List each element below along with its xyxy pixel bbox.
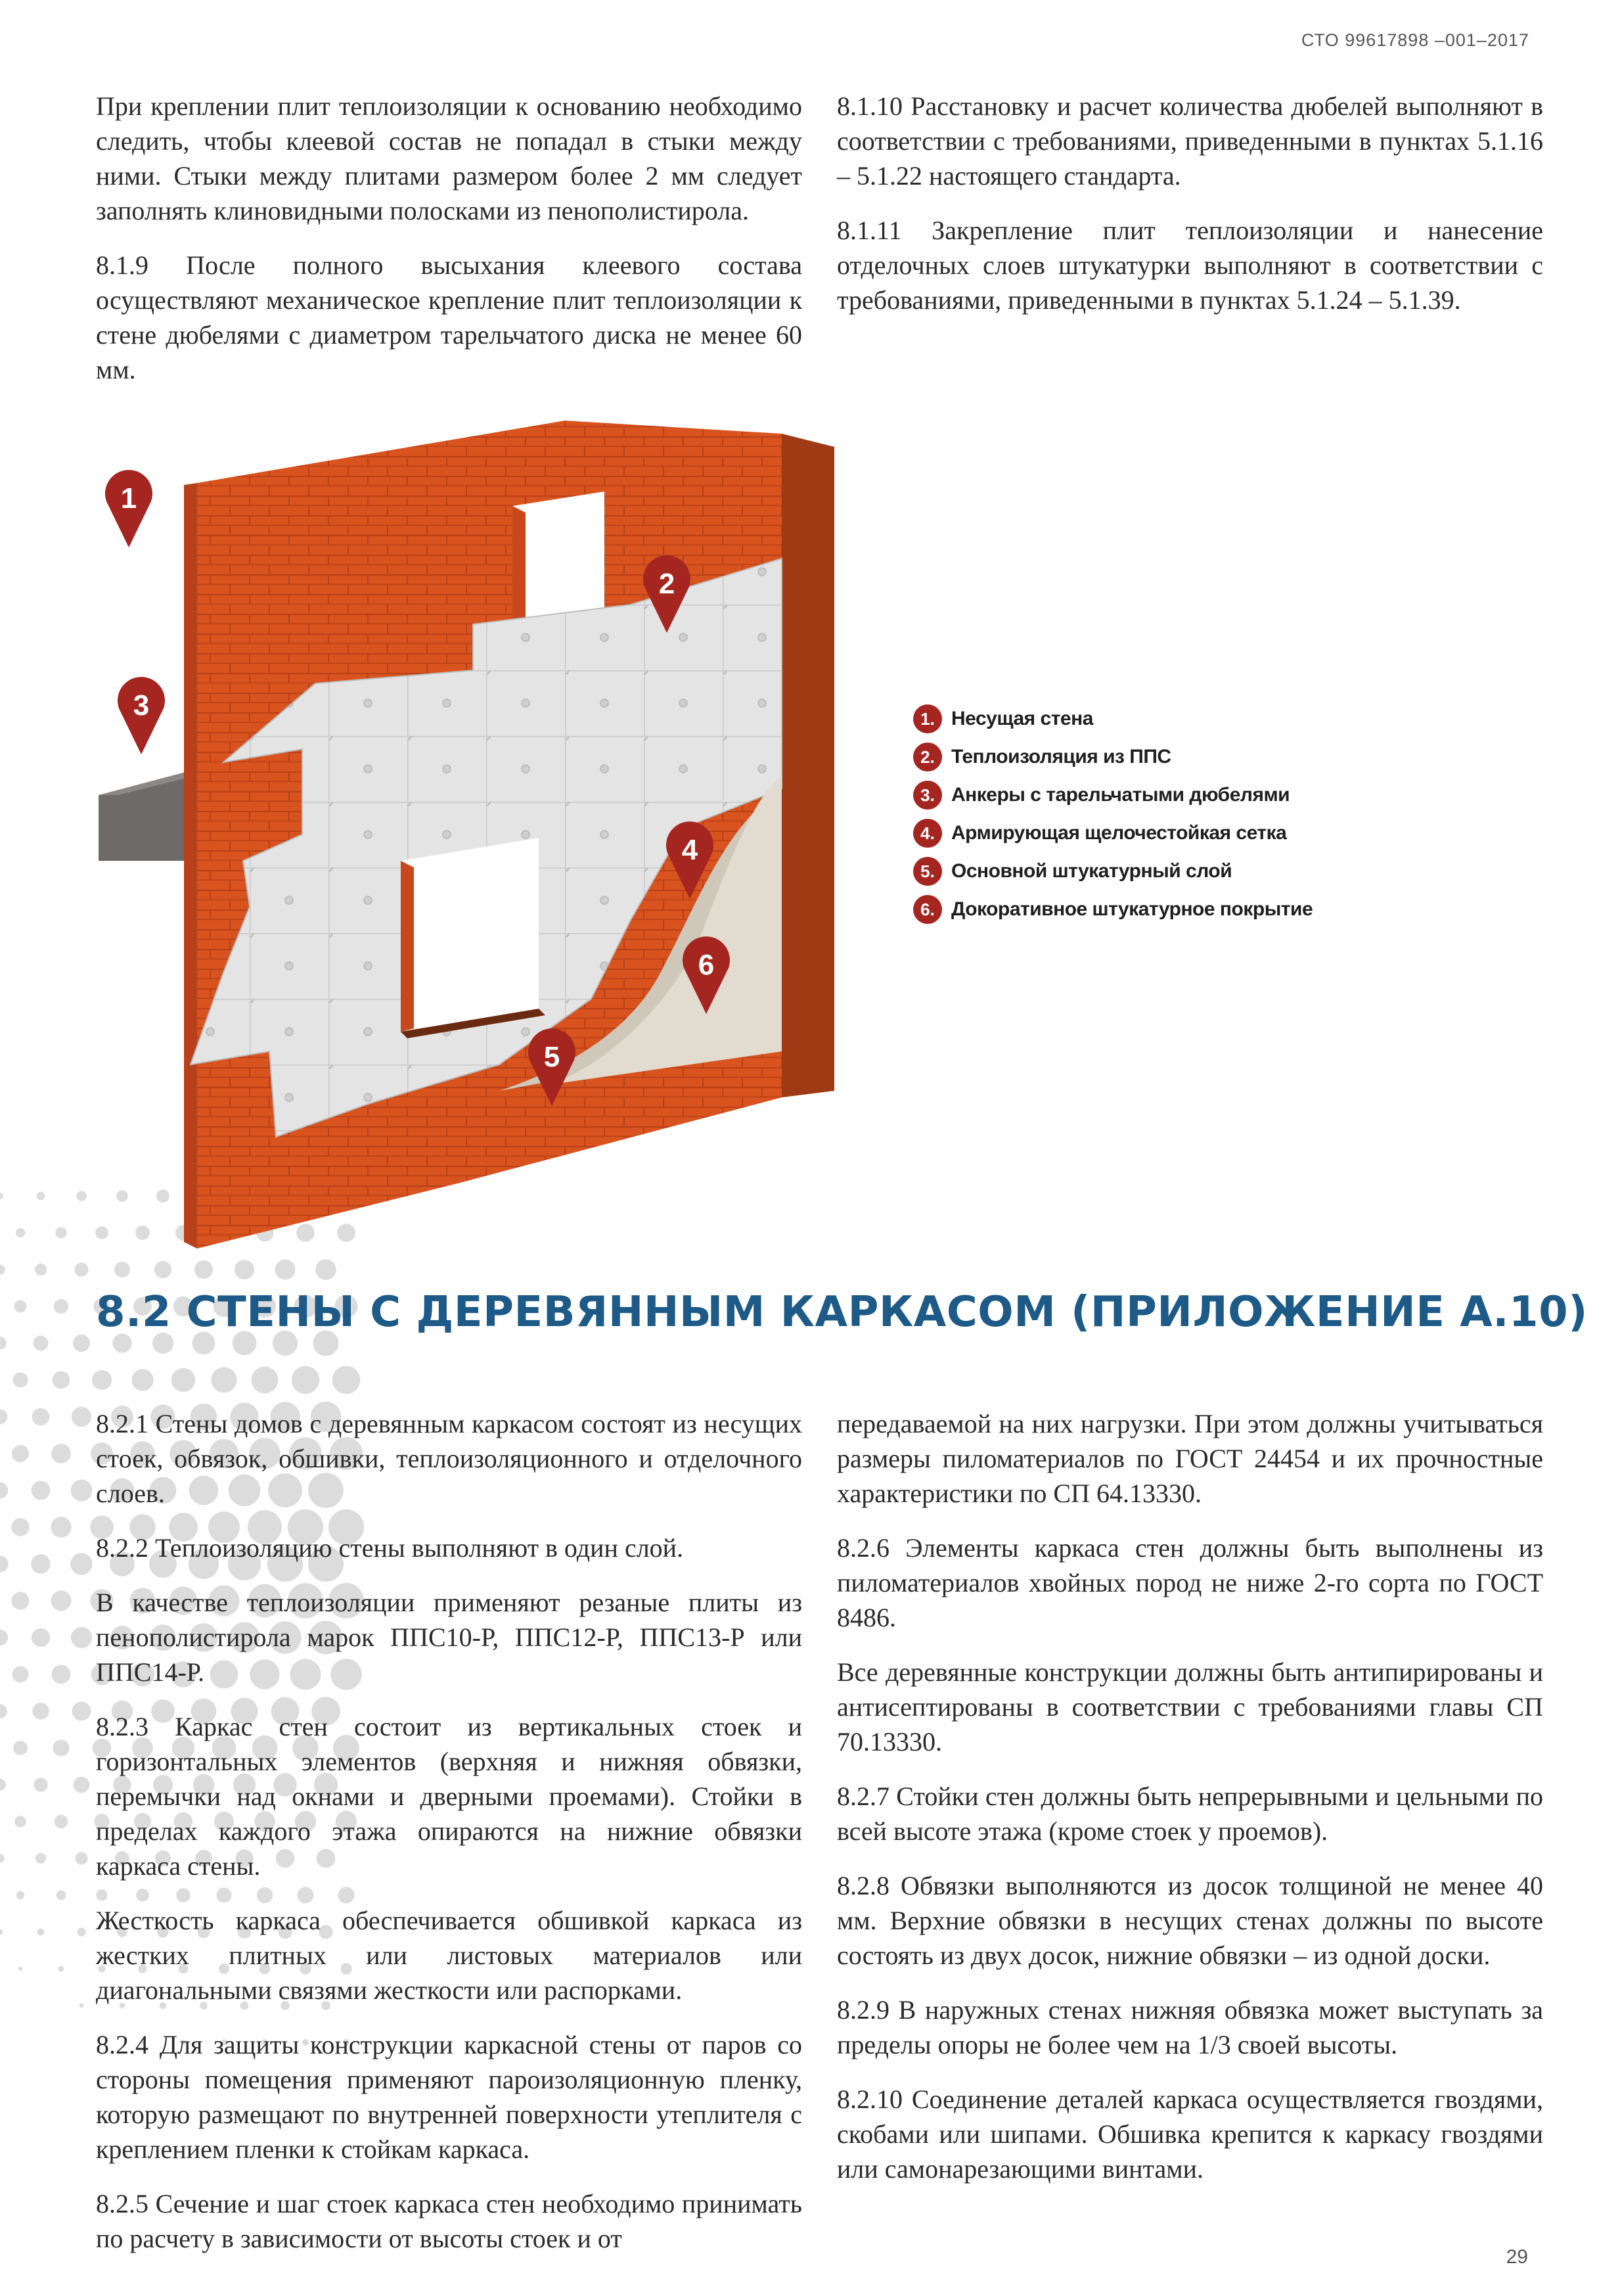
decorative-dot: [56, 1228, 67, 1239]
decorative-dot: [31, 1554, 50, 1573]
decorative-dot: [0, 1929, 3, 1935]
paragraph-8-2-5: 8.2.5 Сечение и шаг стоек каркаса стен необходимо принимать по расчету в зависимости от высоты стоек и от: [96, 2189, 802, 2253]
decorative-dot: [0, 1264, 5, 1274]
decorative-dot: [51, 1590, 71, 1611]
decorative-dot: [54, 1299, 68, 1314]
decorative-dot: [114, 1262, 130, 1277]
paragraph-8-2-4: 8.2.4 Для защиты конструкции каркасной стены от паров со стороны помещения применяют пароизоляционную пленку, которую размещают по внутренней поверхности утеплителя с креплением пленки к стойкам каркаса.: [96, 2030, 802, 2164]
decorative-dot: [12, 1372, 28, 1387]
legend-item: [913, 776, 1313, 814]
decorative-dot: [0, 1337, 7, 1349]
decorative-dot: [92, 1370, 112, 1390]
decorative-dot: [16, 1228, 25, 1237]
decorative-dot: [37, 1929, 45, 1936]
decorative-dot: [292, 1366, 319, 1394]
decorative-dot: [12, 1445, 29, 1462]
decorative-dot: [73, 1335, 90, 1352]
legend-item: [913, 814, 1313, 852]
legend-label: Теплоизоляция из ППС: [951, 746, 1171, 768]
svg-text:2: 2: [658, 568, 675, 600]
section-left-column: [96, 1406, 802, 2276]
decorative-dot: [75, 1852, 87, 1864]
marker-1: [105, 470, 176, 547]
decorative-dot: [212, 1367, 237, 1393]
decorative-dot: [32, 1408, 50, 1426]
decorative-dot: [0, 1779, 6, 1791]
decorative-dot: [71, 1480, 93, 1502]
page-number: 29: [1506, 2246, 1528, 2268]
decorative-dot: [37, 1192, 45, 1201]
legend-number: 2.: [913, 743, 942, 771]
paragraph-8-2-9: 8.2.9 В наружных стенах нижняя обвязка может выступать за пределы опоры не более чем на 1/3 своей высоты.: [837, 1995, 1543, 2059]
decorative-dot: [11, 1518, 29, 1536]
legend-number: 4.: [913, 819, 942, 848]
legend-number: 1.: [913, 704, 942, 733]
decorative-dot: [0, 1704, 7, 1718]
decorative-dot: [53, 1739, 69, 1756]
decorative-dot: [32, 1481, 51, 1500]
decorative-dot: [131, 1369, 153, 1390]
paragraph-8-2-10: 8.2.10 Соединение деталей каркаса осуществляется гвоздями, скобами или шипами. Обшивка крепится к каркасу гвоздями или самонарезающими винтами.: [837, 2084, 1543, 2184]
legend-item: [913, 852, 1313, 890]
decorative-dot: [74, 1262, 88, 1276]
decorative-dot: [154, 1261, 171, 1278]
wall-return: [782, 434, 834, 1097]
svg-text:3: 3: [133, 689, 150, 722]
legend-label: Армирующая щелочестойкая сетка: [951, 822, 1287, 844]
decorative-dot: [0, 1854, 5, 1862]
paragraph: Все деревянные конструкции должны быть антипирированы и антисептированы в соответствии с требованиями главы СП 70.13330.: [837, 1657, 1543, 1756]
decorative-dot: [0, 1482, 8, 1499]
decorative-dot: [11, 1592, 29, 1609]
paragraph-8-1-9: 8.1.9 После полного высыхания клеевого состава осуществляют механическое крепление плит теплоизоляции к стене дюбелями с диаметром тарельчатого диска не менее 60 мм.: [96, 250, 802, 384]
decorative-dot: [32, 1628, 50, 1647]
decorative-dot: [51, 1517, 71, 1537]
legend-number: 6.: [913, 895, 942, 924]
legend-label: Докоративное штукатурное покрытие: [951, 898, 1313, 920]
top-right-column: [837, 89, 1543, 337]
decorative-dot: [194, 1260, 213, 1279]
svg-text:1: 1: [120, 482, 137, 515]
paragraph-continued: передаваемой на них нагрузки. При этом должны учитываться размеры пиломатериалов по ГОСТ 24454 и их прочностные характеристики по СП 64.13330.: [837, 1409, 1543, 1508]
decorative-dot: [51, 1444, 71, 1463]
paragraph-8-1-11: 8.1.11 Закрепление плит теплоизоляции и нанесение отделочных слоев штукатурки выполняют в соответствии с требованиями, приведенными в пунктах 5.1.24 – 5.1.39.: [837, 216, 1543, 315]
legend-number: 5.: [913, 857, 942, 886]
legend-label: Основной штукатурный слой: [951, 860, 1232, 882]
decorative-dot: [0, 1555, 9, 1572]
decorative-dot: [252, 1367, 279, 1394]
paragraph: В качестве теплоизоляции применяют резаные плиты из пенополистирола марок ППС10-Р, ППС12-Р, ППС13-Р или ППС14-Р.: [96, 1588, 802, 1687]
decorative-dot: [79, 2004, 84, 2008]
wall-insulation-illustration: [92, 407, 893, 1262]
decorative-dot: [14, 1300, 26, 1312]
document-code: СТО 99617898 –001–2017: [1301, 30, 1529, 50]
decorative-dot: [0, 1630, 8, 1645]
decorative-dot: [35, 1853, 46, 1864]
paragraph-8-2-1: 8.2.1 Стены домов с деревянным каркасом состоят из несущих стоек, обвязок, обшивки, теплоизоляционного и отделочного слоев.: [96, 1409, 802, 1508]
decorative-dot: [16, 1891, 24, 1899]
paragraph-8-2-3: 8.2.3 Каркас стен состоит из вертикальных стоек и горизонтальных элементов (верхняя и нижняя обвязки, перемычки над окнами и дверными проемами). Стойки в пределах каждого этажа опираются на нижние обвязки каркаса стены.: [96, 1712, 802, 1881]
legend-label: Анкеры с тарельчатыми дюбелями: [951, 784, 1290, 806]
decorative-dot: [34, 1778, 47, 1791]
decorative-dot: [76, 1191, 86, 1201]
paragraph: Жесткость каркаса обеспечивается обшивкой каркаса из жестких плитных или листовых материалов или диагональными связями жесткости или распорками.: [96, 1906, 802, 2005]
legend-number: 3.: [913, 781, 942, 810]
decorative-dot: [35, 1264, 47, 1275]
decorative-dot: [58, 1966, 64, 1972]
decorative-dot: [70, 1553, 93, 1575]
decorative-dot: [32, 1703, 49, 1719]
decorative-dot: [71, 1627, 92, 1648]
section-heading: 8.2 СТЕНЫ С ДЕРЕВЯННЫМ КАРКАСОМ (ПРИЛОЖЕНИЕ А.10): [96, 1288, 1588, 1337]
decorative-dot: [332, 1366, 361, 1394]
decorative-dot: [13, 1741, 28, 1755]
decorative-dot: [77, 1927, 85, 1936]
decorative-dot: [0, 1410, 7, 1425]
top-left-column: [96, 89, 802, 407]
decorative-dot: [72, 1702, 91, 1721]
paragraph: При креплении плит теплоизоляции к основанию необходимо следить, чтобы клеевой состав не попадал в стыки между ними. Стыки между плитами размером более 2 мм следует заполнять клиновидными полосками из пенополистирола.: [96, 91, 802, 225]
decorative-dot: [56, 1891, 66, 1900]
decorative-dot: [55, 1815, 68, 1828]
decorative-dot: [74, 1777, 90, 1793]
decorative-dot: [275, 1260, 296, 1280]
decorative-dot: [14, 1816, 26, 1827]
legend-item: [913, 700, 1313, 738]
svg-text:6: 6: [698, 949, 715, 981]
decorative-dot: [171, 1368, 195, 1392]
legend-item: [913, 738, 1313, 776]
decorative-dot: [0, 1193, 3, 1199]
paragraph-8-2-7: 8.2.7 Стойки стен должны быть непрерывными и цельными по всей высоте этажа (кроме стоек у проемов).: [837, 1781, 1543, 1846]
paragraph-8-2-8: 8.2.8 Обвязки выполняются из досок толщиной не менее 40 мм. Верхние обвязки в несущих стенах должны по высоте состоять из двух досок, нижние обвязки – из одной доски.: [837, 1871, 1543, 1970]
decorative-dot: [235, 1260, 254, 1279]
paragraph-8-2-2: 8.2.2 Теплоизоляцию стены выполняют в один слой.: [96, 1533, 684, 1563]
decorative-dot: [72, 1407, 91, 1427]
section-right-column: [837, 1406, 1543, 2206]
marker-3: [118, 677, 165, 754]
lower-window-opening: [401, 838, 539, 1032]
decorative-dot: [315, 1259, 336, 1279]
decorative-dot: [12, 1666, 28, 1682]
decorative-dot: [53, 1371, 70, 1389]
decorative-dot: [34, 1336, 49, 1351]
legend-label: Несущая стена: [951, 708, 1093, 729]
decorative-dot: [52, 1665, 71, 1684]
paragraph-8-1-10: 8.1.10 Расстановку и расчет количества дюбелей выполняют в соответствии с требованиями, приведенными в пунктах 5.1.16 – 5.1.22 настоящего стандарта.: [837, 91, 1543, 191]
legend-item: [913, 890, 1313, 929]
svg-text:4: 4: [681, 834, 698, 866]
figure-legend: [913, 700, 1313, 929]
svg-text:5: 5: [543, 1041, 560, 1073]
paragraph-8-2-6: 8.2.6 Элементы каркаса стен должны быть выполнены из пиломатериалов хвойных пород не ниже 2-го сорта по ГОСТ 8486.: [837, 1533, 1543, 1632]
decorative-dot: [18, 1967, 23, 1971]
